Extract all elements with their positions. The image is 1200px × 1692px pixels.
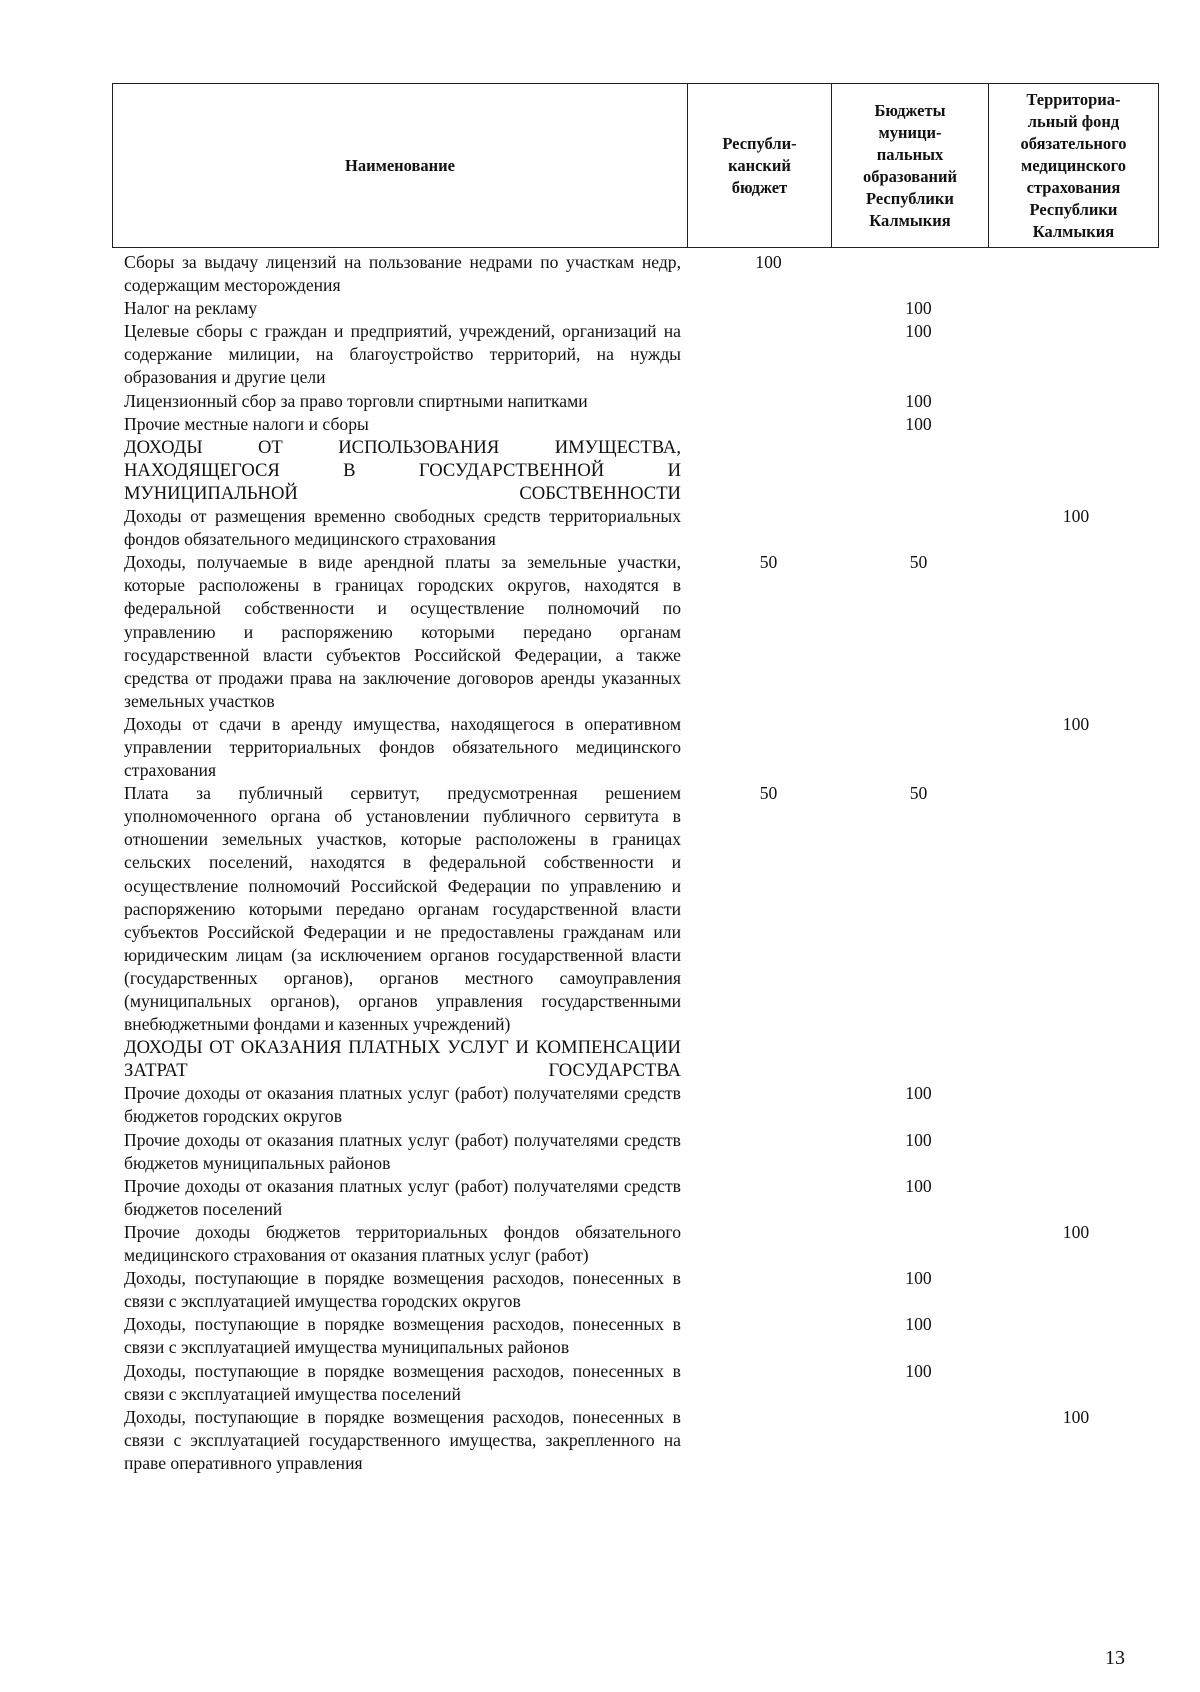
table-body [124,251,1159,1475]
table-row [124,320,1159,389]
table-row [124,1221,1159,1267]
table-row [124,251,1159,297]
table-row [124,413,1159,436]
table-row [124,390,1159,413]
table-row [124,1175,1159,1221]
table-row [124,297,1159,320]
territorial-fund-value: 100 [1062,713,1090,734]
row-name: Целевые сборы с граждан и предприятий, учреждений, организаций на содержание милиции, на благоустройство территорий, на нужды образования и другие цели [124,321,681,388]
municipal-budget-value: 100 [905,298,932,319]
municipal-budget-value: 100 [905,1360,932,1381]
header-name: Наименование [113,84,688,247]
table-row [124,1267,1159,1313]
page-number: 13 [1105,1647,1125,1669]
table-row [124,505,1159,551]
row-name: Плата за публичный сервитут, предусмотренная решением уполномоченного органа об установлении публичного сервитута в отношении земельных участков, которые расположены в границах сельских поселений, находятся в федеральной собственности и осуществление полномочий Российской Федерации по управлению и распоряжению которыми передано органам государственной власти субъектов Российской Федерации и не предоставлены гражданам или юридическим лицам (за исключением органов государственной власти (государственных органов), органов местного самоуправления (муниципальных органов), органов управления государственными внебюджетными фондами и казенных учреждений) [124,783,681,1035]
republic-budget-value: 50 [759,783,778,804]
row-name: Прочие доходы от оказания платных услуг (работ) получателями средств бюджетов муниципальных районов [124,1129,681,1173]
row-name: Доходы, получаемые в виде арендной платы за земельные участки, которые расположены в границах городских округов, находятся в федеральной собственности и осуществление полномочий по управлению и распоряжению которыми передано органам государственной власти субъектов Российской Федерации, а также средства от продажи права на заключение договоров аренды указанных земельных участков [124,552,681,711]
republic-budget-value: 100 [755,252,782,272]
territorial-fund-value: 100 [1062,1221,1090,1242]
municipal-budget-value: 100 [905,1175,932,1196]
municipal-budget-value: 100 [905,390,932,411]
row-name: Лицензионный сбор за право торговли спиртными напитками [124,390,588,411]
row-name: Доходы, поступающие в порядке возмещения расходов, понесенных в связи с эксплуатацией государственного имущества, закрепленного на праве оперативного управления [124,1406,681,1473]
row-name: Доходы от размещения временно свободных средств территориальных фондов обязательного медицинского страхования [124,506,681,550]
header-territorial-fund: Территориа- льный фонд обязательного медицинского страхования Республики Калмыкия [1020,89,1127,241]
municipal-budget-value: 100 [905,1268,932,1289]
row-name: Налог на рекламу [124,298,258,319]
table-row [124,1360,1159,1406]
municipal-budget-value: 100 [905,413,932,434]
row-name: Доходы от сдачи в аренду имущества, находящегося в оперативном управлении территориальных фондов обязательного медицинского страхования [124,713,681,781]
row-name: Доходы, поступающие в порядке возмещения расходов, понесенных в связи с эксплуатацией имущества муниципальных районов [124,1314,681,1358]
table-row [124,1129,1159,1175]
table-row [124,551,1159,713]
row-name: Сборы за выдачу лицензий на пользование недрами по участкам недр, содержащим месторождения [124,252,681,296]
section-heading: ДОХОДЫ ОТ ОКАЗАНИЯ ПЛАТНЫХ УСЛУГ И КОМПЕНСАЦИИ ЗАТРАТ ГОСУДАРСТВА [124,1037,681,1082]
municipal-budget-value: 50 [909,552,928,573]
municipal-budget-value: 100 [905,1129,932,1150]
municipal-budget-value: 100 [905,321,932,342]
territorial-fund-value: 100 [1062,506,1090,527]
row-name: Доходы, поступающие в порядке возмещения расходов, понесенных в связи с эксплуатацией имущества городских округов [124,1268,681,1312]
header-municipal-budgets: Бюджеты муници- пальных образований Республики Калмыкия [832,84,989,247]
header-republic-budget: Республи- канский бюджет [688,84,832,247]
municipal-budget-value: 50 [909,783,928,804]
table-row [124,436,1159,505]
row-name: Прочие местные налоги и сборы [124,413,369,434]
row-name: Доходы, поступающие в порядке возмещения расходов, понесенных в связи с эксплуатацией имущества поселений [124,1360,681,1404]
section-heading: ДОХОДЫ ОТ ИСПОЛЬЗОВАНИЯ ИМУЩЕСТВА, НАХОДЯЩЕГОСЯ В ГОСУДАРСТВЕННОЙ И МУНИЦИПАЛЬНОЙ СОБСТВЕННОСТИ [124,436,681,504]
table-header [112,83,1159,248]
row-name: Прочие доходы от оказания платных услуг (работ) получателями средств бюджетов поселений [124,1175,681,1219]
row-name: Прочие доходы бюджетов территориальных фондов обязательного медицинского страхования от оказания платных услуг (работ) [124,1221,681,1266]
row-name: Прочие доходы от оказания платных услуг (работ) получателями средств бюджетов городских округов [124,1083,681,1127]
table-row [124,713,1159,782]
table-row [124,1406,1159,1475]
municipal-budget-value: 100 [905,1314,932,1335]
table-row [124,1313,1159,1359]
table-row [124,1036,1159,1082]
municipal-budget-value: 100 [905,1083,932,1104]
table-row [124,782,1159,1036]
territorial-fund-value: 100 [1062,1406,1090,1427]
republic-budget-value: 50 [759,552,778,573]
table-row [124,1082,1159,1128]
